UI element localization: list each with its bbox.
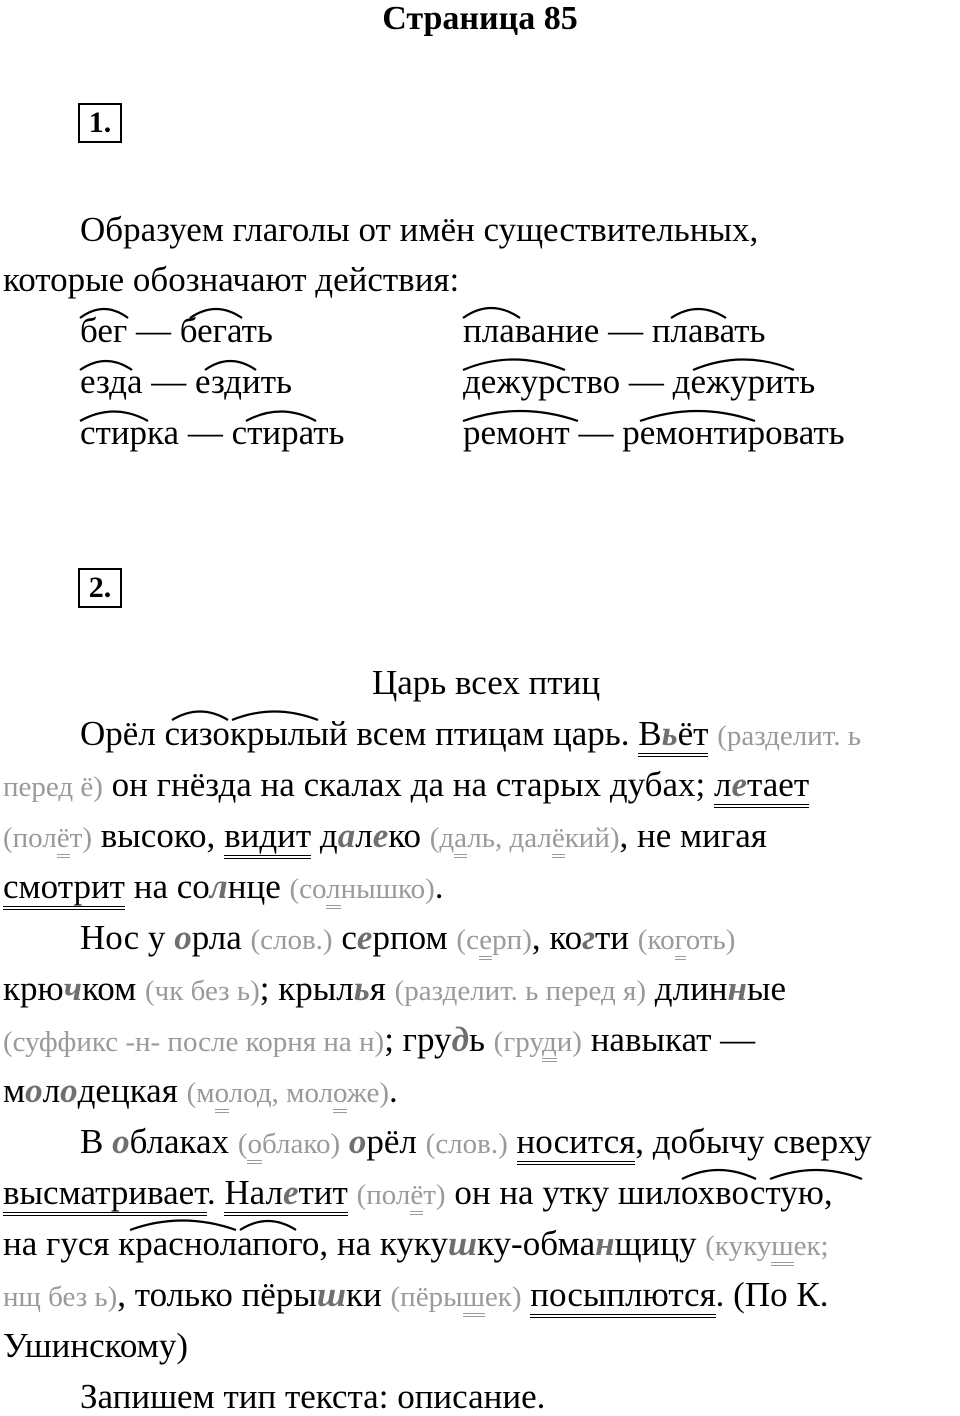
text-line: перед ё) он гнёзда на скалах да на старых дубах; летает (3, 767, 809, 802)
text-line: Орёл сизокрылый всем птицам царь. Вьёт (разделит. ь (80, 716, 861, 751)
text-line: молодецкая (молод, моложе). (3, 1073, 398, 1108)
text-line: крючком (чк без ь); крылья (разделит. ь перед я) длинные (3, 969, 787, 1008)
text-line: Нос у орла (слов.) серпом (серп), когти (коготь) (80, 920, 735, 955)
text-line: В облаках (облако) орёл (слов.) носится, добычу сверху (80, 1124, 872, 1159)
page-title: Страница 85 (382, 0, 578, 37)
text-line: на гуся краснолапого, на кукушку-обманщицу (кукушек; (3, 1226, 829, 1261)
task1-intro-line1: Образуем глаголы от имён существительных, (80, 210, 759, 249)
word-pair-right: дежурство — дежурить (463, 362, 816, 401)
task1-intro-line2: которые обозначают действия: (3, 260, 460, 299)
word-pair-left: бег — бегать (80, 311, 273, 350)
task-number-1: 1. (78, 103, 122, 143)
word-pair-right: плавание — плавать (463, 311, 766, 350)
task-number-2: 2. (78, 568, 122, 608)
text-line: (суффикс -н- после корня на н); грудь (груди) навыкат — (3, 1022, 755, 1057)
text-line: нщ без ь), только пёрышки (пёрышек) посыплются. (По К. (3, 1277, 828, 1312)
word-pair-left: езда — ездить (80, 362, 292, 401)
word-pair-left: стирка — стирать (80, 413, 345, 452)
text-line: высматривает. Налетит (полёт) он на утку шилохвостую, (3, 1175, 833, 1210)
text-line: Ушинскому) (3, 1326, 189, 1365)
closing-line: Запишем тип текста: описание. (80, 1377, 546, 1416)
word-pair-right: ремонт — ремонтировать (463, 413, 845, 452)
text-line: смотрит на солнце (солнышко). (3, 869, 444, 904)
text-line: (полёт) высоко, видит далеко (даль, далёкий), не мигая (3, 818, 767, 853)
text-title: Царь всех птиц (371, 663, 601, 702)
